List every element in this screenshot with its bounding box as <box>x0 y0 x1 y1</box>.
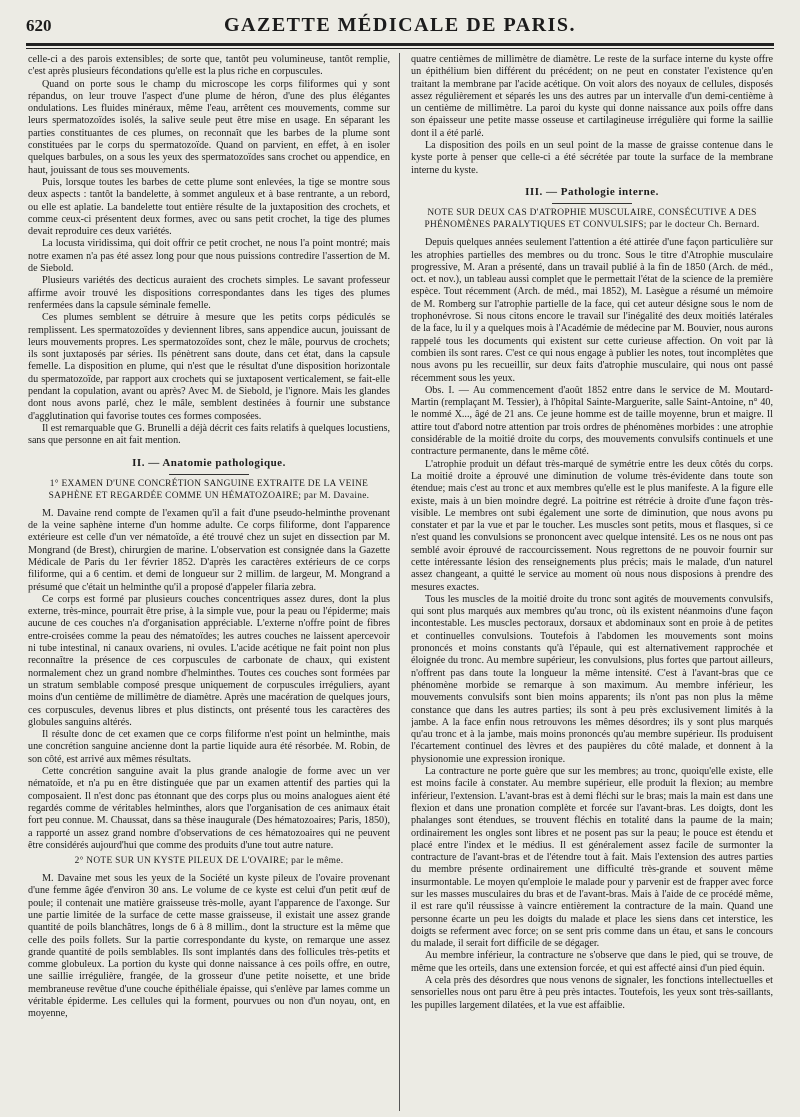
paragraph: La locusta viridissima, qui doit offrir ce petit crochet, ne nous l'a point montré; mais notre examen n'a pas été assez long pour que nous puissions contredire l'assertion de M. de Siebold. <box>28 238 390 275</box>
article-heading: 1° EXAMEN D'UNE CONCRÉTION SANGUINE EXTRAITE DE LA VEINE SAPHÈNE ET REGARDÉE COMME UN HÉMATOZOAIRE; par M. Davaine. <box>48 478 370 501</box>
paragraph: Il est remarquable que G. Brunelli a déjà décrit ces faits relatifs à quelques locustiens, sans que personne en ait fait mention. <box>28 422 390 447</box>
left-column <box>28 54 390 1112</box>
section-heading: III. — Pathologie interne. <box>525 185 659 198</box>
paragraph: A cela près des désordres que nous venons de signaler, les fonctions intellectuelles et sensorielles nous ont paru être à peu près intactes. Toutefois, les yeux sont très-saillants, les pupilles largement dilatées, et la vue est affaiblie. <box>411 975 773 1011</box>
paragraph: M. Davaine met sous les yeux de la Société un kyste pileux de l'ovaire provenant d'une femme âgée d'environ 30 ans. Le volume de ce kyste est celui d'un petit œuf de poule; il contenait une matière graisseuse très-molle, ayant l'apparence de l'axonge. Sur une partie limitée de la surface de cette masse graisseuse, il existait une assez grande quantité de poils blanchâtres, longs de 6 à 8 millim., dont la structure est la même que celle des poils follets. Sur la partie correspondante du kyste, on remarque une assez grande quantité de poils semblables. Ils sont implantés dans des follicules très-petits et comme globuleux. La portion du kyste qui donne naissance à ces poils offre, en outre, une saillie irrégulière, frangée, de la grosseur d'une petite noisette, et une bride membraneuse revêtue d'une couche épithéliale épaisse, qui s'enlève par lames comme un véritable épiderme. Les cellules qui la forment, pourvues ou non d'un noyau, ont, en moyenne, <box>28 873 390 1020</box>
column-divider <box>399 53 400 1111</box>
right-column <box>411 54 773 1112</box>
paragraph: Plusieurs variétés des decticus auraient des crochets simples. Le savant professeur affirme avoir trouvé les dispositions correspondantes dans les tiges des plumes renfermées dans la capsule séminale femelle. <box>28 275 390 311</box>
header-rule-thin <box>26 48 774 49</box>
paragraph: Quand on porte sous le champ du microscope les corps filiformes qui y sont répandus, on leur trouve l'aspect d'une plume de héron, d'une des plus élégantes ondulations. Les fluides minéraux, même l'eau, arrêtent ces mouvements, comme sur leurs spermatozoïdes isolés, la salive seule peut être mise en usage. En séparant les parties constituantes de ces plumes, on reconnaît que les barbes de la plume sont constituées par le corps du spermatozoïde. Quand on parvient, en effet, à en isoler quelques barbules, on a sous les yeux des spermatozoïdes sans crochet ou appendice, en haut, jouissant de tous ses mouvements. <box>28 78 390 176</box>
article-heading: 2° NOTE SUR UN KYSTE PILEUX DE L'OVAIRE; par le même. <box>74 856 344 867</box>
paragraph: Obs. I. — Au commencement d'août 1852 entre dans le service de M. Moutard-Martin (remplaçant M. Tessier), à l'hôpital Sainte-Marguerite, salle Saint-Antoine, n° 40, le nommé X..., âgé de 21 ans. Ce jeune homme est de taille moyenne, brun et maigre. Il attire tout d'abord notre attention par trois ordres de phénomènes morbides : une atrophie considérable de la moitié droite du corps, des mouvements convulsifs continuels et une contracture permanente, dans le même côté. <box>411 384 773 458</box>
article-heading: NOTE SUR DEUX CAS D'ATROPHIE MUSCULAIRE, CONSÉCUTIVE A DES PHÉNOMÈNES PARALYTIQUES ET CONVULSIFS; par le docteur Ch. Bernard. <box>424 208 760 231</box>
section-rule <box>552 203 632 204</box>
paragraph: Puis, lorsque toutes les barbes de cette plume sont enlevées, la tige se montre sous deux aspects : tantôt la bandelette, à sommet anguleux et à base rentrante, a un rebord, ou elle est aplatie. La bandelette tout entière résulte de la juxtaposition des crochets, et comme ceux-ci présentent deux formes, avec ou sans petit crochet, la tige des plumes devait reproduire ces deux variétés. <box>28 176 390 238</box>
journal-title: GAZETTE MÉDICALE DE PARIS. <box>223 14 577 36</box>
paragraph: Cette concrétion sanguine avait la plus grande analogie de forme avec un ver nématoïde, et n'a pu en être distinguée que par un examen attentif des parties qui la composaient. Il n'est donc pas étonnant que des corps plus ou moins analogues aient été regardés comme de véritables helminthes, alors que l'organisation de ces animaux était fort peu connue. M. Chaussat, dans sa thèse inaugurale (Des hématozoaires; Paris, 1850), a rapporté un assez grand nombre d'observations de ces hématozoaires qui ne peuvent être considérés aujourd'hui que comme des produits d'une tout autre nature. <box>28 766 390 851</box>
paragraph: Tous les muscles de la moitié droite du tronc sont agités de mouvements convulsifs, qui sont plus marqués aux membres qu'au tronc, où ils existent néanmoins d'une façon incontestable. Les muscles pectoraux, dorsaux et abdominaux sont en proie à de petites et continuelles convulsions. Toutefois à l'abdomen les mouvements sont moins prononcés et moins constants qu'à l'épaule, qui est alternativement rapprochée et éloignée du tronc. Au membre supérieur, les convulsions, plus fortes que partout ailleurs, n'offrent pas dans toute la longueur la même intensité. C'est à l'avant-bras que ce phénomène morbide se remarque à son maximum. Au membre inférieur, les mouvements convulsifs sont bien moins apparents; ils n'ont pas non plus la même constance que dans les autres parties; ils sont à peu près exclusivement limités à la jambe. A la face enfin nous retrouvons les mêmes désordres; ils y sont plus marqués qu'au tronc et à la jambe, mais moins prononcés qu'au membre supérieur. Ils produisent l'écartement continuel des lèvres et des paupières du côté malade, et donnent à la physionomie une expression ironique. <box>411 593 773 765</box>
section-rule <box>169 474 249 475</box>
paragraph: Ce corps est formé par plusieurs couches concentriques assez dures, dont la plus externe, très-mince, pourrait être prise, à la simple vue, pour la peau ou l'épiderme; mais aucune de ces couches n'a d'organisation appréciable. L'externe n'offre point de fibres entre-croisées comme la peau des nématoïdes; les autres couches ne laissent apercevoir ni tube intestinal, ni canaux ovariens, ni ovules. L'acide acétique ne fait point non plus reconnaître la présence de ces corpuscules de carbonate de chaux, qui existent normalement chez un grand nombre d'helminthes. Toutes ces couches sont formées par un stratum semblable composé presque uniquement de corpuscules irréguliers, ayant moins d'un centième de millimètre de diamètre. Après une macération de quelques jours, ces corpuscules, devenus libres et plus distincts, ont présenté tous les caractères des globules sanguins altérés. <box>28 593 390 728</box>
paragraph: M. Davaine rend compte de l'examen qu'il a fait d'une pseudo-helminthe provenant de la veine saphène interne d'un homme adulte. Ce corps filiforme, dont l'apparence extérieure est celle d'un ver nématoïde, a été trouvé chez un sujet en dissection par M. Mongrand (de Brest), chirurgien de marine. L'observation est consignée dans la Gazette Médicale de Paris du 1er février 1852. D'après les caractères extérieurs de ce corps filiforme, qui a 6 centim. et demi de longueur sur 2 millim. de largeur, M. Mongrand a présumé que c'était un helminthe qu'il a proposé d'appeler filaria zebra. <box>28 507 390 593</box>
paragraph: Ces plumes semblent se détruire à mesure que les petits corps pédiculés se remplissent. Les spermatozoïdes y deviennent libres, sans appendice aucun, jouissant de leurs mouvements propres. Les spermatozoïdes sont, chez le mâle, pourvus de crochets; ils sont juxtaposés par séries. Ils pénètrent sans doute, dans cet état, dans la capsule femelle. La disposition en plume, qui n'est que le résultat d'une disposition horizontale du spermatozoïde, par rapport aux crochets qui se juxtaposent verticalement, se fait-elle pendant la copulation, avant ou après? Avec M. de Siebold, je l'ignore. Mais les glandes dont nous avons parlé, chez le mâle, semblent destinées à fournir une substance d'agglutination qui favorise toutes ces formes composées. <box>28 312 390 422</box>
page-number: 620 <box>26 16 52 35</box>
paragraph: Il résulte donc de cet examen que ce corps filiforme n'est point un helminthe, mais une concrétion sanguine ancienne dont la partie liquide aura été résorbée. M. Robin, de son côté, est arrivé aux mêmes résultats. <box>28 729 390 765</box>
paragraph: La contracture ne porte guère que sur les membres; au tronc, quoiqu'elle existe, elle est moins facile à constater. Au membre supérieur, elle produit la flexion; au membre inférieur, l'extension. L'avant-bras est à demi fléchi sur le bras; mais la main est dans une flexion et dans une pronation complète et forcée sur l'avant-bras. Les doigts, dont les phalanges sont étendues, se trouvent fléchis en totalité dans la paume de la main; ordinairement les ongles sont libres et ne posent pas sur la peau; le pouce est étendu et placé entre l'index et le médius. Il est généralement assez facile de surmonter la contracture de l'avant-bras et de l'étendre tout à fait. Mais l'extension des autres parties du membre présente ordinairement une difficulté très-grande et souvent même insurmontable. Le moyen qu'emploie le malade pour y parvenir est de frapper avec force sur les masses musculaires du bras et de l'avant-bras. Mais à l'aide de ce procédé même, il est rare qu'il réussisse à vaincre entièrement la contracture de la main. Quand une personne écarte un peu les doigts du malade et place les siens dans cet interstice, les doigts se referment avec force; on se sent pris comme dans un étau, et sans le concours du malade, il serait fort difficile de se dégager. <box>411 766 773 950</box>
section-heading: II. — Anatomie pathologique. <box>132 456 286 469</box>
paragraph: La disposition des poils en un seul point de la masse de graisse contenue dans le kyste porte à penser que celle-ci a été sécrétée par toute la surface de la membrane interne du kyste. <box>411 140 773 176</box>
page-header <box>26 14 774 40</box>
paragraph: Depuis quelques années seulement l'attention a été attirée d'une façon particulière sur les atrophies partielles des membres ou du tronc. Sous le titre d'Atrophie musculaire progressive, M. Aran a présenté, dans un travail publié à la fin de 1850 (Arch. de méd., oct. et nov.), un tableau aussi complet que le permettait l'état de la science de la première espèce. Tout récemment (Arch. de méd., mai 1852), M. Lasègue a résumé un mémoire de M. Romberg sur l'atrophie partielle de la face, qui cet auteur désigne sous le nom de trophonévrose. Si nous citons encore le travail sur l'inégalité des deux moitiés latérales de la face, lu il y a quelques mois à l'Académie de médecine par M. Bouvier, nous aurons rappelé tous les documents qui existent sur cette curieuse affection. On voit par là combien ils sont rares. C'est ce qui nous engage à publier les notes, tout incomplètes que nous avons pu les recueillir, sur deux faits d'atrophie musculaire, qui nous ont passé récemment sous les yeux. <box>411 237 773 384</box>
header-rule-thick <box>26 43 774 46</box>
paragraph: quatre centièmes de millimètre de diamètre. Le reste de la surface interne du kyste offre un épithélium bien différent du précédent; on ne peut en constater l'existence qu'en traitant la membrane par l'acide acétique. On voit alors des noyaux de cellules, disposés assez régulièrement et séparés les uns des autres par un intervalle d'un demi-centième à un centième de millimètre. La paroi du kyste qui donne naissance aux poils offre dans son épaisseur une petite masse osseuse et cartilagineuse irrégulière qui forme la saillie dont il a été parlé. <box>411 54 773 139</box>
paragraph: celle-ci a des parois extensibles; de sorte que, tantôt peu volumineuse, tantôt remplie, c'est après plusieurs fécondations qu'elle est la plus riche en corpuscules. <box>28 54 390 78</box>
paragraph: Au membre inférieur, la contracture ne s'observe que dans le pied, qui se trouve, de même que les orteils, dans une extension forcée, et qui est affecté ainsi d'un pied équin. <box>411 950 773 974</box>
paragraph: L'atrophie produit un défaut très-marqué de symétrie entre les deux côtés du corps. La moitié droite a éprouvé une diminution de volume très-évidente dans toute son étendue; mais c'est au tronc et aux membres qu'elle est le plus manifeste. A la figure elle existe, mais à un bien moindre degré. La poitrine est rétrécie à droite d'une façon très-visible. Le membres ont subi également une sorte de diminution, que nous avons pu constater et par la vue et par le toucher. Les muscles sont petits, mous et flasques, si ce n'est quand les convulsions se prononcent avec quelque intensité. Les os ne nous ont pas semblé avoir éprouvé de raccourcissement. Nous regrettons de ne pouvoir fournir sur cette intéressante lésion des renseignements plus précis; mais le malade, d'un naturel assez changeant, a quitté le service au moment où nous nous disposions à prendre des mesures exactes. <box>411 458 773 593</box>
